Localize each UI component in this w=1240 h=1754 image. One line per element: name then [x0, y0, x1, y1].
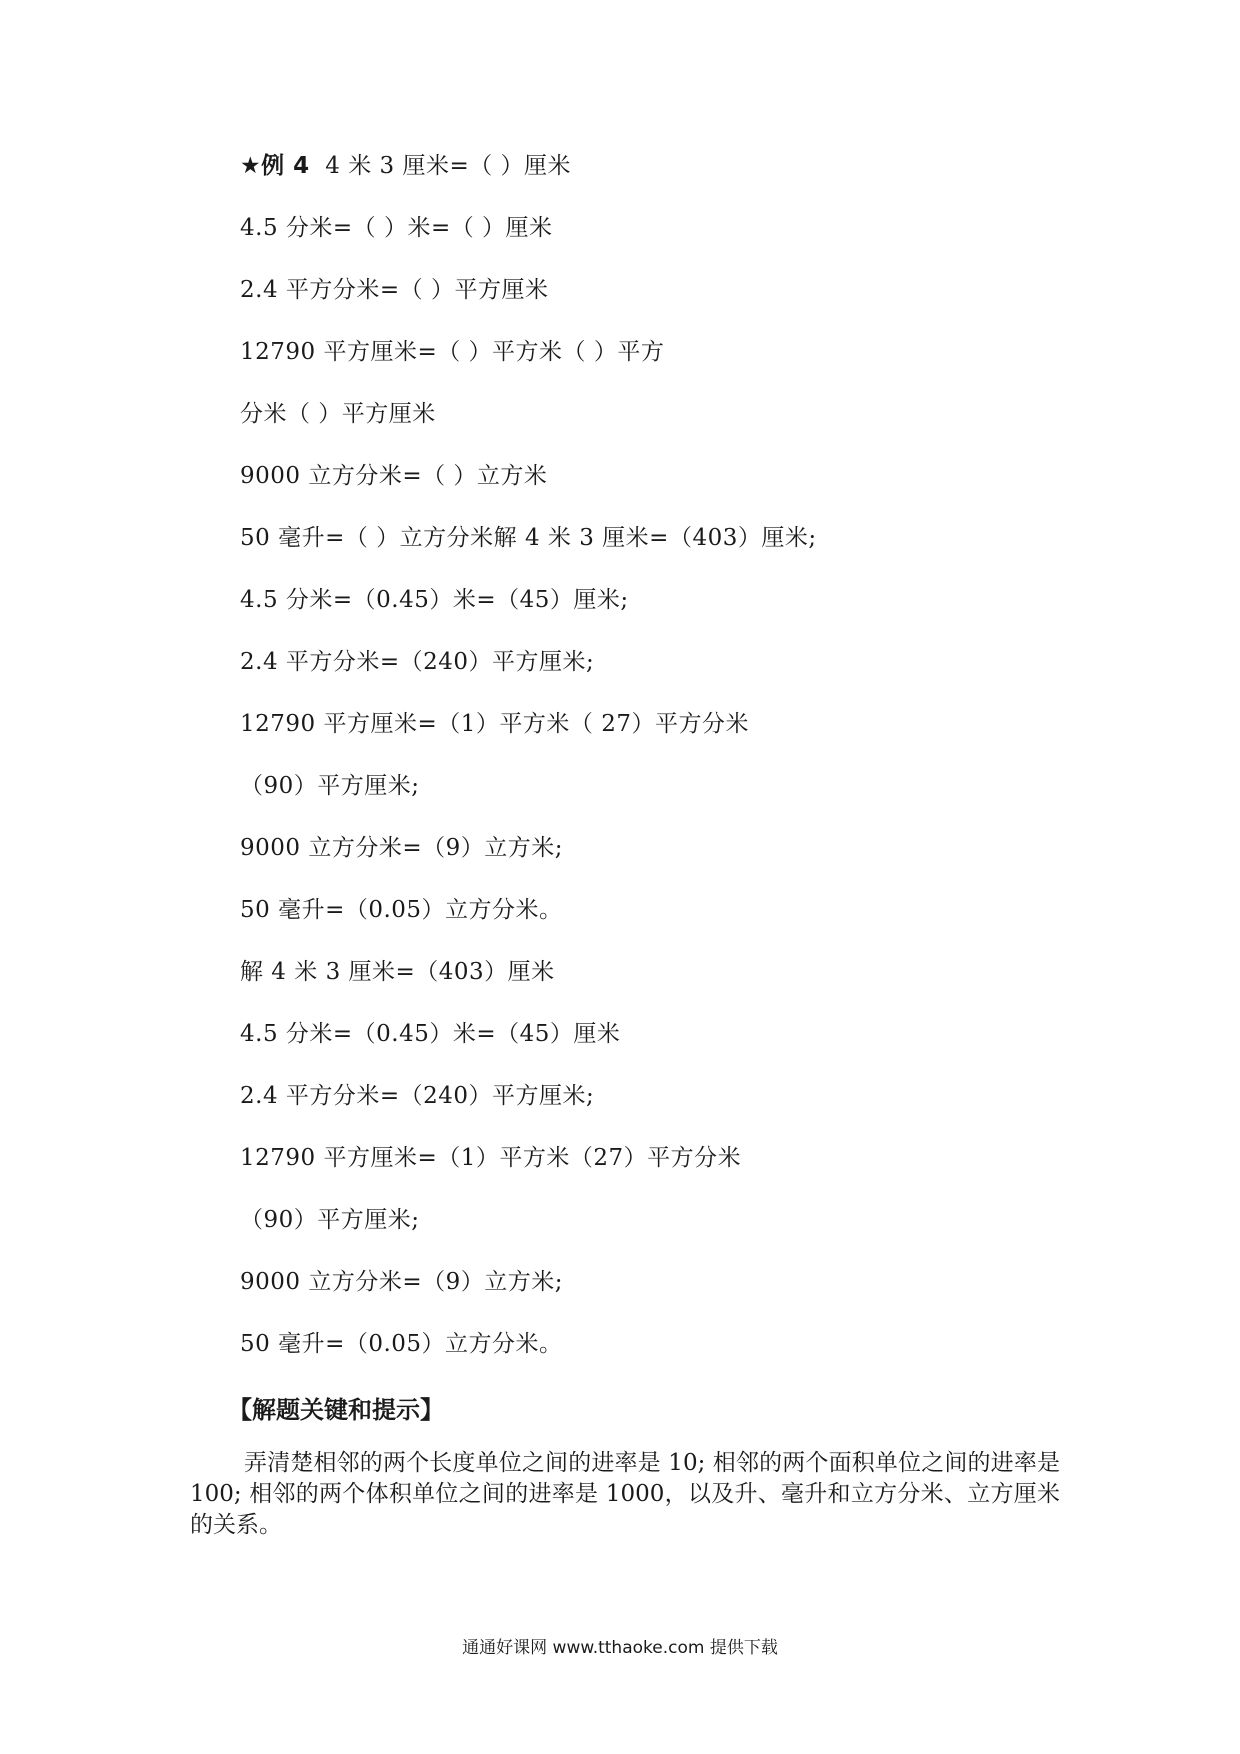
tips-paragraph: 弄清楚相邻的两个长度单位之间的进率是 10; 相邻的两个面积单位之间的进率是 100; 相邻的两个体积单位之间的进率是 1000，以及升、毫升和立方分米、立方厘米的关系。 — [190, 1450, 1060, 1538]
question-line: 12790 平方厘米=（ ）平方米（ ）平方 — [240, 339, 665, 365]
question-line: 分米（ ）平方厘米 — [240, 401, 436, 427]
answer-line: （90）平方厘米; — [240, 773, 420, 799]
answer-line: 12790 平方厘米=（1）平方米（ 27）平方分米 — [240, 711, 749, 737]
answer-line: 9000 立方分米=（9）立方米; — [240, 835, 563, 861]
solution-line: 解 4 米 3 厘米=（403）厘米 — [240, 959, 555, 985]
answer-line: 2.4 平方分米=（240）平方厘米; — [240, 649, 595, 675]
answer-line: 4.5 分米=（0.45）米=（45）厘米; — [240, 587, 629, 613]
solution-line: 9000 立方分米=（9）立方米; — [240, 1269, 563, 1295]
solution-line: （90）平方厘米; — [240, 1207, 420, 1233]
question-line: 9000 立方分米=（ ）立方米 — [240, 463, 548, 489]
solution-line: 12790 平方厘米=（1）平方米（27）平方分米 — [240, 1145, 742, 1171]
page-footer: 通通好课网 www.tthaoke.com 提供下载 — [462, 1638, 778, 1658]
solution-line: 50 毫升=（0.05）立方分米。 — [240, 1331, 563, 1357]
tips-heading: 【解题关键和提示】 — [228, 1396, 444, 1424]
example-label: ★例 4 — [240, 153, 310, 179]
example-first-question: 4 米 3 厘米=（ ）厘米 — [325, 153, 572, 179]
example-title-line — [240, 151, 571, 181]
answer-line: 50 毫升=（0.05）立方分米。 — [240, 897, 563, 923]
solution-line: 2.4 平方分米=（240）平方厘米; — [240, 1083, 595, 1109]
question-line: 4.5 分米=（ ）米=（ ）厘米 — [240, 215, 553, 241]
solution-line: 4.5 分米=（0.45）米=（45）厘米 — [240, 1021, 621, 1047]
question-line: 50 毫升=（ ）立方分米解 4 米 3 厘米=（403）厘米; — [240, 525, 817, 551]
question-line: 2.4 平方分米=（ ）平方厘米 — [240, 277, 549, 303]
